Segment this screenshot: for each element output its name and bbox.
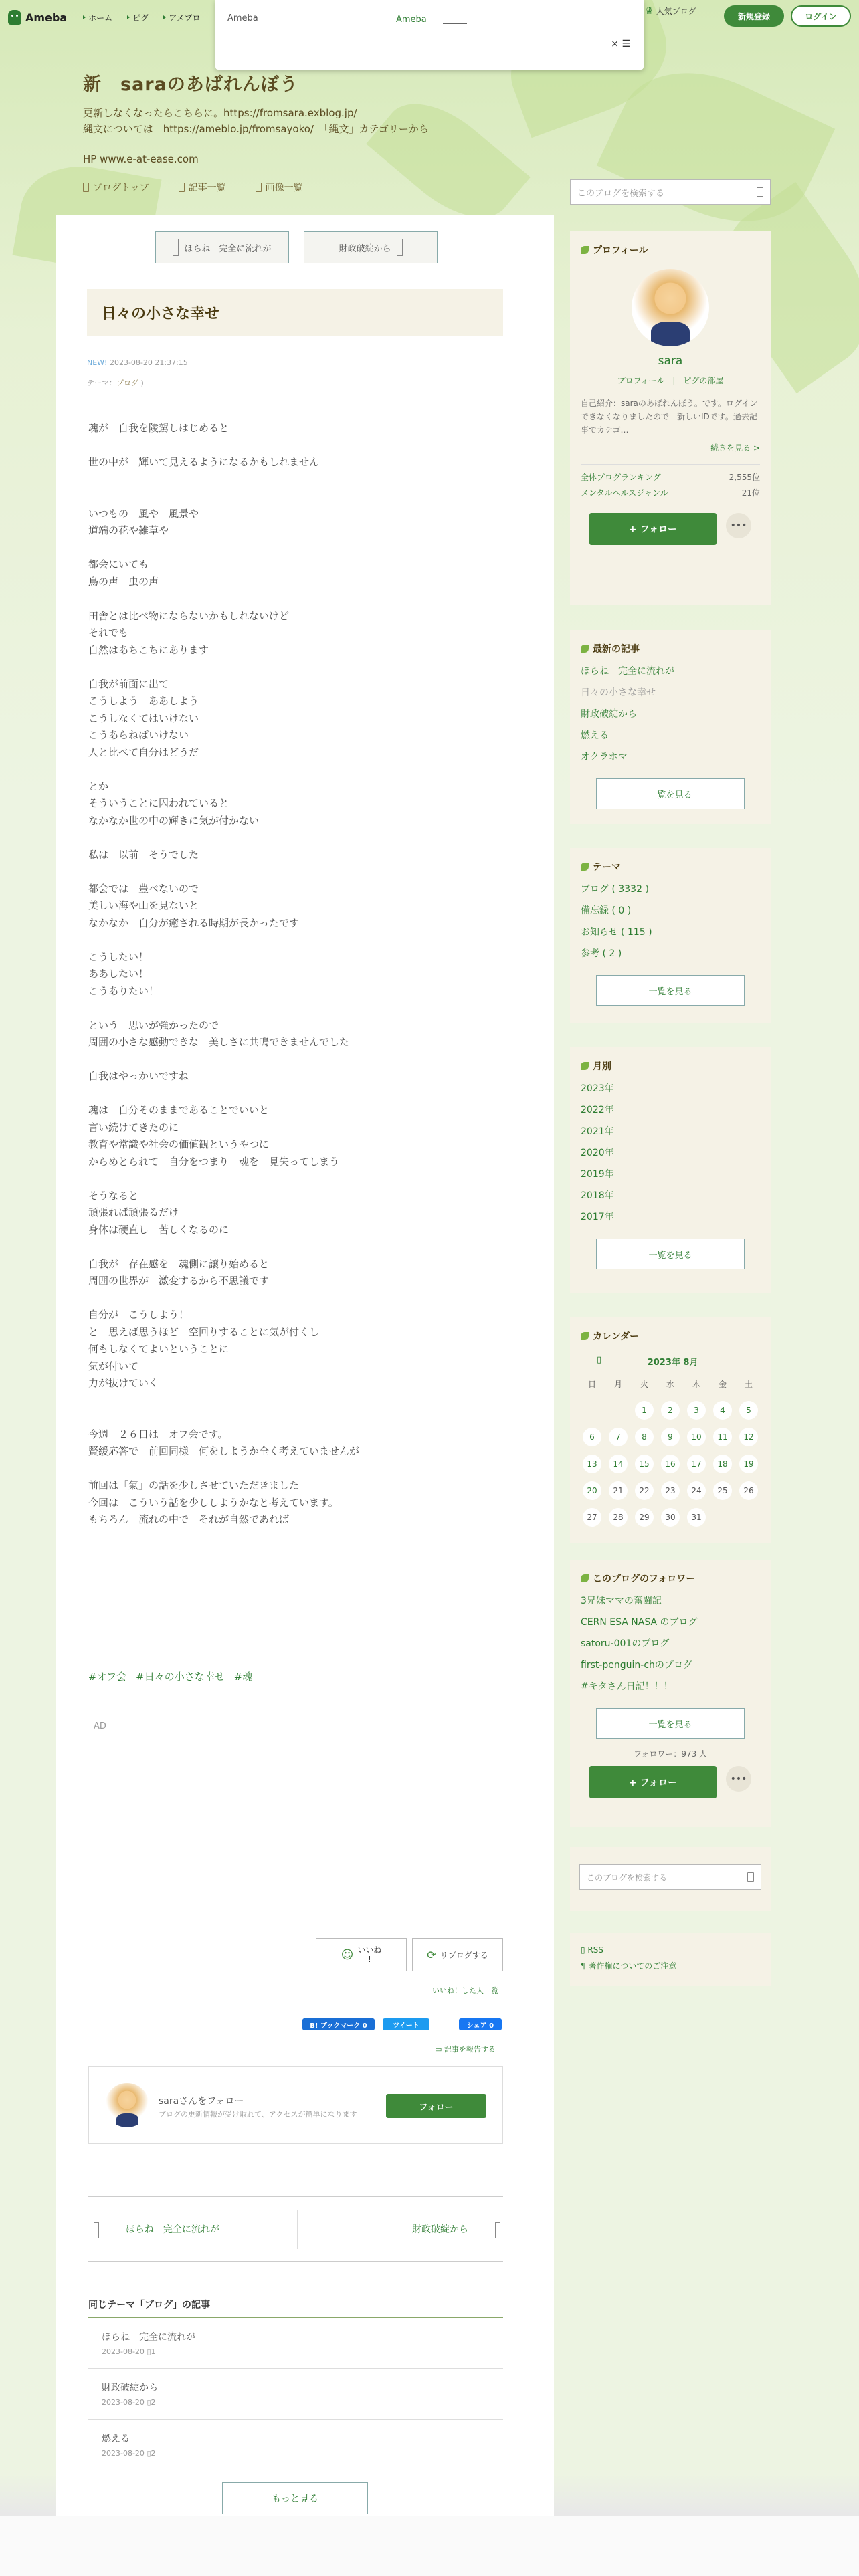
popup-left-label: Ameba [227,13,258,23]
calendar-month: 2023年 8月 [647,1358,698,1368]
profile-avatar[interactable] [632,269,709,346]
comment-icon: ▯1 [147,2347,156,2356]
calendar-day-header: 月 [613,1379,622,1389]
body-line: そういうことに囚われていると [88,797,229,809]
body-line [88,437,503,455]
list-item[interactable]: ほらね 完全に流れが [581,666,674,677]
pager-bottom [88,2196,503,2262]
prev-icon [94,2222,99,2238]
side-search-input[interactable]: このブログを検索する [579,1864,761,1890]
body-line: 周囲の世界が 激変するから不思議です [88,1275,270,1287]
view-list-button[interactable]: 一覧を見る [596,1708,745,1739]
body-line [88,1239,503,1256]
list-item[interactable]: 2021年 [581,1126,614,1137]
calendar-date[interactable]: 30 [661,1508,680,1527]
prev-month-icon[interactable]: ▯ [597,1355,602,1365]
reblog-icon: ⟳ [427,1948,436,1961]
body-line [88,471,503,489]
like-button[interactable]: ☺ いいね ! [316,1938,407,1971]
pager-top [155,231,438,263]
calendar-date[interactable]: 25 [713,1481,732,1500]
nav-article-list[interactable]: 記事一覧 [179,181,226,194]
article-date: 2023-08-20 21:37:15 [109,358,188,367]
hashtag[interactable]: #オフ会 [88,1671,127,1683]
more-options-icon[interactable]: ••• [726,513,751,538]
blog-title[interactable]: 新 saraのあばれんぼう [83,74,298,95]
list-item[interactable]: 2017年 [581,1212,614,1222]
prev-icon [173,239,179,256]
widget-title: テーマ [570,848,771,879]
body-line: 身体は硬直し 苦しくなるのに [88,1223,229,1236]
hashtag[interactable]: #日々の小さな幸せ [136,1671,225,1683]
body-line: 言い続けてきたのに [88,1121,179,1134]
nav-home[interactable]: ホーム [83,12,112,23]
body-line: 気が付いて [88,1360,139,1372]
calendar-date[interactable]: 18 [713,1455,732,1473]
recent-articles-widget [570,630,771,824]
calendar-date[interactable]: 19 [739,1455,758,1473]
calendar-day-header: 木 [692,1379,700,1389]
article-meta: NEW! 2023-08-20 21:37:15 テーマ：ブログ ) [87,358,188,387]
nav-image-list[interactable]: 画像一覧 [256,181,303,194]
calendar-date[interactable]: 5 [739,1401,758,1420]
body-line [88,1000,503,1017]
calendar-date[interactable]: 29 [635,1508,654,1527]
body-line [88,1051,503,1069]
body-line: 教育や常識や社会の価値観というやつに [88,1138,270,1150]
body-line: 人と比べて自分はどうだ [88,746,199,758]
theme-widget [570,848,771,1023]
widget-title: このブログのフォロワー [570,1560,771,1590]
calendar-date[interactable]: 17 [687,1455,706,1473]
same-theme-title: 同じテーマ「ブログ」の記事 [88,2298,503,2318]
widget-title: プロフィール [570,231,771,262]
signup-button[interactable]: 新規登録 [724,5,784,27]
monthly-widget [570,1047,771,1293]
widget-title: カレンダー [570,1317,771,1348]
list-item[interactable]: お知らせ ( 115 ) [581,927,652,938]
popup-close-icon[interactable]: × ☰ [611,39,630,49]
follower-count: フォロワー：973 人 [633,1749,708,1759]
calendar-day-header: 金 [718,1379,727,1389]
body-line: 鳥の声 虫の声 [88,575,159,588]
popup-ameba-link[interactable]: Ameba [396,15,427,25]
list-item[interactable]: ほらね 完全に流れが 2023-08-20 ▯1 [88,2318,503,2369]
article-body [88,420,503,1529]
copyright-link[interactable]: ¶ 著作権についてのご注意 [581,1961,677,1971]
ranking-link[interactable]: ♛ 人気ブログ [645,5,696,17]
body-line: こうしなくてはいけない [88,712,199,724]
ranking-row[interactable]: メンタルヘルスジャンル 21位 [581,488,760,498]
more-button[interactable]: もっと見る [222,2482,368,2514]
theme-link[interactable]: ブログ [116,379,138,387]
list-item[interactable]: 財政破綻から 2023-08-20 ▯2 [88,2369,503,2420]
body-line: 自然はあちこちにあります [88,643,209,656]
body-line [88,540,503,557]
calendar-date[interactable]: 2 [661,1401,680,1420]
blog-search-input[interactable]: このブログを検索する [570,179,771,205]
global-nav [83,181,303,194]
body-line [88,659,503,676]
nav-blog-top[interactable]: ブログトップ [83,181,149,194]
profile-link[interactable]: プロフィール [617,376,665,385]
calendar-date[interactable]: 27 [583,1508,601,1527]
list-item[interactable]: 燃える 2023-08-20 ▯2 [88,2420,503,2470]
body-line [88,1085,503,1103]
calendar-date[interactable]: 13 [583,1455,601,1473]
followers-widget [570,1560,771,1827]
body-line: 今回は こういう話を少ししようかなと考えています。 [88,1496,339,1509]
body-line: なかなか世の中の輝きに気が付かない [88,814,260,827]
login-button[interactable]: ログイン [791,5,851,27]
rss-widget [570,1933,771,1986]
body-line: という 思いが強かったので [88,1018,219,1031]
search-icon[interactable] [747,1872,754,1882]
pager-divider [297,2210,298,2249]
list-item[interactable]: オクラホマ [581,752,628,762]
body-line [88,829,503,847]
list-item[interactable]: 燃える [581,730,609,741]
ameba-logo-icon [8,10,21,25]
report-link[interactable]: ▭ 記事を報告する [435,2045,496,2054]
theme-label: テーマ： [87,379,116,387]
body-line: 魂は 自分そのままであることでいいと [88,1104,270,1116]
body-line: なかなか 自分が癒される時期が長かったです [88,916,300,929]
blog-desc-2: 縄文については https://ameblo.jp/fromsayoko/ 「縄文」カテゴリーから [83,123,429,135]
calendar-date[interactable]: 1 [635,1401,654,1420]
calendar-date[interactable]: 28 [609,1508,628,1527]
report-icon: ▭ [435,2045,444,2054]
list-item[interactable]: satoru-001のブログ [581,1638,670,1649]
calendar-date[interactable]: 14 [609,1455,628,1473]
body-line: 自我が前面に出て [88,677,169,690]
body-line: 都会にいても [88,558,149,570]
body-line [88,1290,503,1307]
body-line: 美しい海や山を見ないと [88,899,199,911]
body-line: 自分が こうしよう！ [88,1309,189,1321]
list-item[interactable]: 2020年 [581,1148,614,1158]
follow-box [88,2066,503,2144]
body-line: からめとられて 自分をつまり 魂を 見失ってしまう [88,1155,340,1168]
body-line [88,1392,503,1410]
rss-icon: ▯ [581,1945,588,1955]
body-line [88,1409,503,1426]
calendar-date[interactable]: 6 [583,1428,601,1446]
follow-button[interactable]: + フォロー [589,1766,717,1798]
body-line: 道端の花や雑草や [88,524,169,536]
profile-intro: 自己紹介：saraのあばれんぼう。です。ログインできなくなりましたので 新しいIDです。過去記事でカテゴ… [581,399,758,435]
profile-follow-button[interactable]: + フォロー [589,513,717,545]
profile-name[interactable]: sara [658,354,683,368]
same-theme-section [88,2298,503,2470]
hashtag[interactable]: #魂 [233,1671,253,1683]
body-line: もちろん 流れの中で それが自然であれば [88,1513,290,1525]
body-line: こうあらねばいけない [88,729,189,741]
body-line [88,488,503,506]
calendar-day-header: 日 [587,1379,596,1389]
document-icon: ¶ [581,1961,589,1971]
hashtags [88,1669,252,1683]
new-badge: NEW! [87,358,108,367]
side-search-widget [570,1847,771,1911]
next-article-button[interactable]: 財政破綻から [304,231,438,263]
calendar-date[interactable]: 3 [687,1401,706,1420]
more-options-icon[interactable]: ••• [726,1766,751,1792]
body-line: 頑張れば頑張るだけ [88,1206,179,1218]
body-line: それでも [88,627,129,639]
body-line [88,863,503,881]
ameba-logo[interactable]: Ameba [8,10,67,25]
calendar-date[interactable]: 9 [661,1428,680,1446]
list-item[interactable]: 2019年 [581,1169,614,1180]
list-item[interactable]: 参考 ( 2 ) [581,948,622,959]
next-article-link[interactable]: 財政破綻から [412,2222,500,2238]
read-more-link[interactable]: 続きを見る > [710,443,760,453]
calendar-date[interactable]: 7 [609,1428,628,1446]
body-line: そうなると [88,1189,139,1202]
prev-article-button[interactable]: ほらね 完全に流れが [155,231,289,263]
body-line: 周囲の小さな感動できな 美しさに共鳴できませんでした [88,1036,350,1048]
calendar-date[interactable]: 4 [713,1401,732,1420]
body-line: 魂が 自我を陵駕しはじめると [88,422,229,434]
calendar-date[interactable]: 12 [739,1428,758,1446]
body-line [88,1170,503,1188]
view-list-button[interactable]: 一覧を見る [596,1239,745,1269]
pigg-room-link[interactable]: ピグの部屋 [683,376,724,385]
nav-pigg[interactable]: ピグ [127,12,149,23]
page-footer [0,2516,859,2576]
next-icon [495,2222,500,2238]
calendar-date[interactable]: 23 [661,1481,680,1500]
rss-link[interactable]: ▯ RSS [581,1945,603,1955]
body-line: 私は 以前 そうでした [88,848,199,861]
body-line: 自我が 存在感を 魂側に譲り始めると [88,1257,270,1270]
calendar-day-header: 火 [640,1379,648,1389]
list-item[interactable]: CERN ESA NASA のブログ [581,1617,698,1628]
body-line: 都会では 豊べないので [88,882,199,895]
widget-title: 最新の記事 [570,630,771,661]
body-line: 世の中が 輝いて見えるようになるかもしれません [88,456,320,468]
body-line: いつもの 風や 風景や [88,507,199,520]
body-line: と 思えば思うほど 空回りすることに気が付くし [88,1325,320,1338]
body-line: 前回は「氣」の話を少しさせていただきました [88,1479,300,1491]
follow-box-desc: ブログの更新情報が受け取れて、アクセスが簡単になります [159,2110,357,2119]
profile-widget: プロフィール sara プロフィール | ピグの部屋 自己紹介：saraのあばれんぼう。です。ログインできなくなりましたので 新しいIDです。過去記事でカテゴ… 続きを見る > 全体ブログランキング 2,555位 メンタルヘルスジャンル 21位 + フォロー ••• [570,231,771,605]
body-line: こうありたい！ [88,984,159,997]
facebook-share-button[interactable]: シェア 0 [459,2018,502,2030]
list-item[interactable]: ブログ ( 3332 ) [581,884,649,895]
tweet-button[interactable]: ツイート [383,2018,430,2030]
list-item[interactable]: #キタさん日記！！！ [581,1681,673,1692]
calendar-date[interactable]: 11 [713,1428,732,1446]
body-line: とか [88,780,109,792]
body-line: ああしたい！ [88,968,149,980]
calendar-table [579,1370,762,1531]
blog-header [83,70,551,165]
body-line: こうしよう ああしよう [88,695,199,707]
body-line: 何もしなくてよいということに [88,1343,229,1355]
avatar [105,2083,149,2127]
calendar-widget [570,1317,771,1543]
calendar-date[interactable]: 26 [739,1481,758,1500]
next-icon [397,239,403,256]
calendar-date[interactable]: 22 [635,1481,654,1500]
calendar-date[interactable]: 8 [635,1428,654,1446]
body-line [88,1461,503,1478]
reblog-button[interactable]: ⟳ リブログする [412,1938,503,1971]
list-item[interactable]: 財政破綻から [581,709,637,720]
calendar-date[interactable]: 10 [687,1428,706,1446]
list-item[interactable]: 2018年 [581,1190,614,1201]
calendar-date[interactable]: 31 [687,1508,706,1527]
ad-label: AD [94,1721,106,1731]
calendar-day-header: 水 [666,1379,674,1389]
calendar-date[interactable]: 21 [609,1481,628,1500]
list-item[interactable]: 2023年 [581,1083,614,1094]
body-line: 田舎とは比べ物にならないかもしれないけど [88,609,290,622]
list-item[interactable]: 備忘録 ( 0 ) [581,905,632,916]
calendar-date[interactable]: 20 [583,1481,601,1500]
smile-icon: ☺ [341,1947,354,1962]
calendar-date[interactable]: 16 [661,1455,680,1473]
body-line: 賢緩応答で 前回同様 何をしようか全く考えていませんが [88,1445,360,1457]
blog-hp: HP www.e-at-ease.com [83,153,199,165]
article-title[interactable]: 日々の小さな幸せ [87,289,503,336]
body-line [88,761,503,778]
crown-icon: ♛ [645,5,654,17]
list-item[interactable]: 日々の小さな幸せ [581,687,656,698]
dropdown-popup [215,0,644,70]
nav-ameblo[interactable]: アメブロ [163,12,200,23]
calendar-date[interactable]: 24 [687,1481,706,1500]
follow-button[interactable]: フォロー [386,2094,486,2118]
body-line: 自我はやっかいですね [88,1070,189,1082]
popup-underline [443,23,467,24]
calendar-date[interactable]: 15 [635,1455,654,1473]
comment-icon: ▯2 [147,2449,156,2458]
ranking-row[interactable]: 全体ブログランキング 2,555位 [581,464,760,483]
body-line: こうしたい！ [88,950,149,963]
list-item[interactable]: 2022年 [581,1105,614,1115]
body-line [88,932,503,949]
comment-icon: ▯2 [147,2398,156,2407]
widget-title: 月別 [570,1047,771,1078]
hatena-bookmark-button[interactable]: B! ブックマーク 0 [302,2018,375,2030]
view-list-button[interactable]: 一覧を見る [596,975,745,1006]
blog-desc-1: 更新しなくなったらこちらに。https://fromsara.exblog.jp/ [83,107,357,119]
prev-article-link[interactable]: ほらね 完全に流れが [94,2222,219,2238]
body-line: 力が抜けていく [88,1377,159,1389]
list-item[interactable]: first-penguin-chのブログ [581,1660,692,1671]
view-list-button[interactable]: 一覧を見る [596,778,745,809]
body-line: 今週 ２６日は オフ会です。 [88,1428,228,1440]
follow-box-title: saraさんをフォロー [159,2096,244,2107]
likers-link[interactable]: いいね！した人一覧 [432,1986,498,1995]
body-line [88,591,503,608]
search-icon[interactable] [757,187,763,197]
list-item[interactable]: 3兄妹ママの奮闘記 [581,1596,662,1606]
calendar-day-header: 土 [744,1379,753,1389]
